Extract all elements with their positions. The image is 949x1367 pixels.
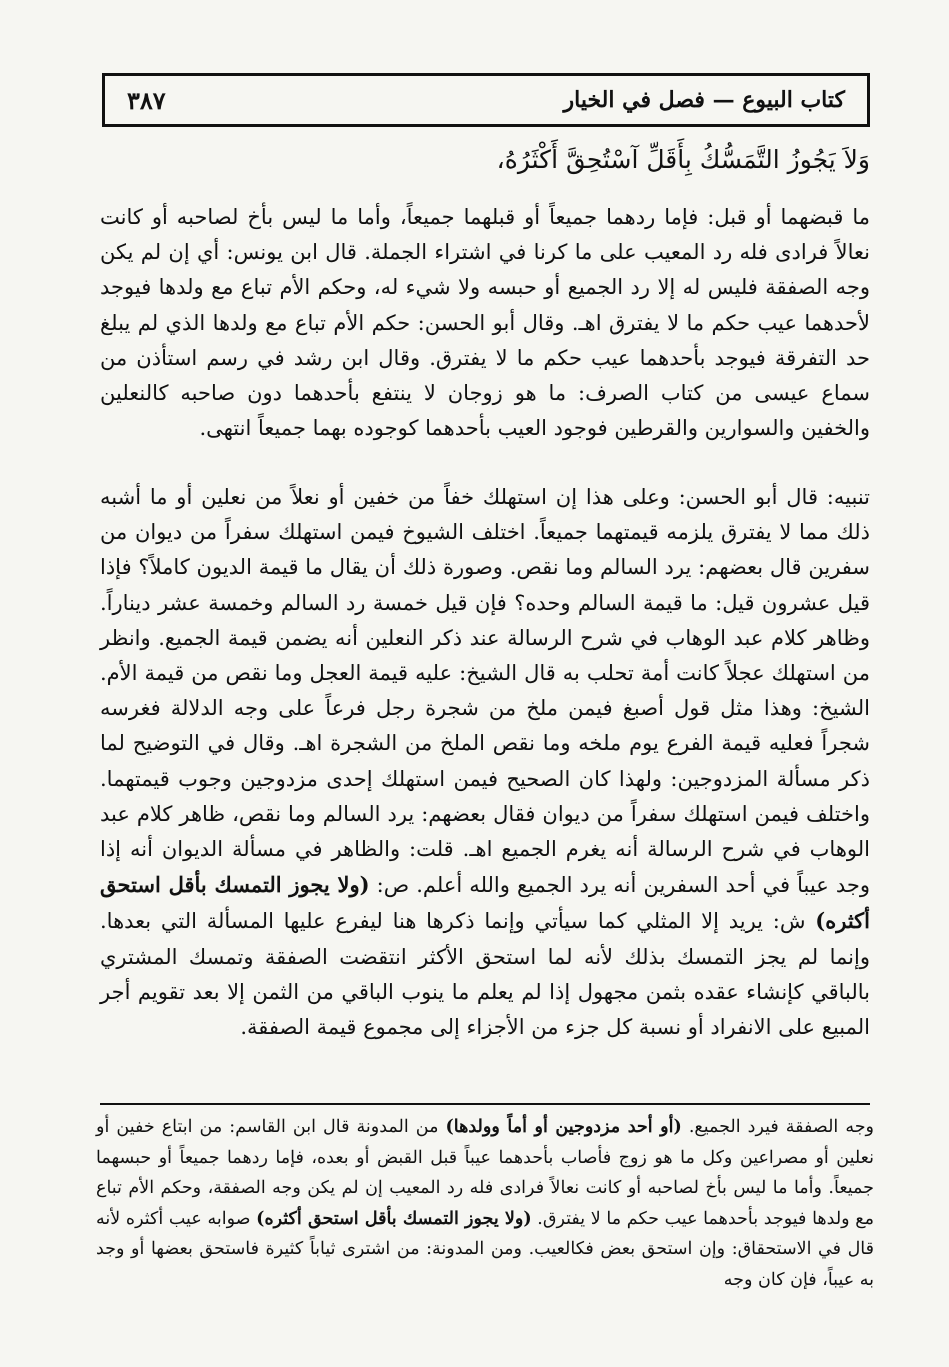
paragraph-2-text-a: تنبيه: قال أبو الحسن: وعلى هذا إن استهلك خفاً من خفين أو نعلاً من نعلين أو ما أشبه ذلك مما لا يفترق يلزمه قيمتهما جميعاً. اختلف الشيوخ فيمن استهلك سفراً من ديوان من سفرين قال بعضهم: يرد السالم وما نقص. وصورة ذلك أن يقال ما قيمة الديون كاملاً؟ فإذا قيل عشرون قيل: ما قيمة السالم وحده؟ فإن قيل خمسة رد السالم وخمسة عشر ديناراً. وظاهر كلام عبد الوهاب في شرح الرسالة عند ذكر النعلين أنه يضمن قيمة الجميع. وانظر من استهلك عجلاً كانت أمة تحلب به قال الشيخ: عليه قيمة العجل وما نقص من قيمة الأم. الشيخ: وهذا مثل قول أصبغ فيمن ملخ من شجرة رجل فرعاً على وجه الدلالة فغرسه شجراً فعليه قيمة الفرع يوم ملخه وما نقص الملخ من الشجرة اهـ. وقال في التوضيح لما ذكر مسألة المزدوجين: ولهذا كان الصحيح فيمن استهلك إحدى مزدوجين وجوب قيمتهما. واختلف فيمن استهلك سفراً من ديوان فقال بعضهم: يرد السالم وما نقص، ظاهر كلام عبد الوهاب في شرح الرسالة أنه يغرم الجميع اهـ. قلت: والظاهر في مسألة الديوان أنه إذا وجد عيباً في أحد السفرين أنه يرد الجميع والله أعلم. ص: bbox=[100, 485, 870, 898]
footnote-text-c: صوابه عيب أكثره لأنه قال في الاستحقاق: وإن استحق بعض فكالعيب. ومن المدونة: من اشترى ثياباً كثيرة فاستحق بعضها أو وجد به عيباً، فإن كان وجه bbox=[96, 1208, 874, 1290]
footnote-text-b: من المدونة قال ابن القاسم: من ابتاع خفين أو نعلين أو مصراعين وكل ما هو زوج فأصاب بأحدهما عيباً قبل القبض أو بعده، فإما ردهما جميعاً أو حبسهما جميعاً. وأما ما ليس بأخ لصاحبه أو كانت نعالاً فرادى فله رد المعيب إن لم يكن وجه الصفقة، وحكم الأم تباع مع ولدها فيوجد بأحدهما عيب حكم ما لا يفترق. bbox=[96, 1117, 875, 1229]
footnote-divider bbox=[100, 1103, 870, 1105]
matn-text: وَلاَ يَجُوزُ التَّمَسُّكُ بِأَقَلِّ آسْتُحِقَّ أَكْثَرُهُ، bbox=[496, 145, 870, 174]
quoted-matn-bold: (ولا يجوز التمسك بأقل استحق أكثره) bbox=[100, 872, 870, 934]
running-header bbox=[102, 73, 870, 127]
header-title: كتاب البيوع — فصل في الخيار bbox=[563, 87, 845, 113]
commentary-paragraph-1: ما قبضهما أو قبل: فإما ردهما جميعاً أو قبلهما جميعاً، وأما ما ليس بأخ لصاحبه أو كانت نعالاً فرادى فله رد المعيب على ما كرنا في اشتراء الجملة. قال ابن يونس: أي إن لم يكن وجه الصفقة فليس له إلا رد الجميع أو حبسه ولا شيء له، وحكم الأم تباع مع ولدها فيوجد لأحدهما عيب حكم ما لا يفترق اهـ. وقال أبو الحسن: حكم الأم تباع مع ولدها الذي لم يبلغ حد التفرقة فيوجد بأحدهما عيب حكم ما لا يفترق. وقال ابن رشد في رسم استأذن من سماع عيسى من كتاب الصرف: ما هو زوجان لا ينتفع بأحدهما دون صاحبه كالنعلين والخفين والسوارين والقرطين فوجود العيب بأحدهما كوجوده بهما جميعاً انتهى. bbox=[100, 205, 870, 441]
footnote-bold-1: (أو أحد مزدوجين أو أماً وولدها) bbox=[445, 1117, 682, 1137]
footnote-bold-2: (ولا يجوز التمسك بأقل استحق أكثره) bbox=[256, 1208, 532, 1229]
footnote-text-a: وجه الصفقة فيرد الجميع. bbox=[688, 1117, 874, 1137]
paragraph-2-text-b: ش: يريد إلا المثلي كما سيأتي وإنما ذكرها هنا ليفرع عليها المسألة التي بعدها. وإنما لم يجز التمسك بذلك لأنه لما استحق الأكثر انتقضت الصفقة وتمسك المشتري بالباقي كإنشاء عقده بثمن مجهول إذا لم يعلم ما ينوب الباقي من الثمن إلا بعد تقويم أجر المبيع على الانفراد أو نسبة كل جزء من الأجزاء إلى مجموع قيمة الصفقة. bbox=[100, 909, 870, 1040]
commentary-paragraph-2 bbox=[100, 480, 870, 1045]
page-number: ٣٨٧ bbox=[127, 85, 166, 115]
footnote-block bbox=[96, 1112, 874, 1295]
